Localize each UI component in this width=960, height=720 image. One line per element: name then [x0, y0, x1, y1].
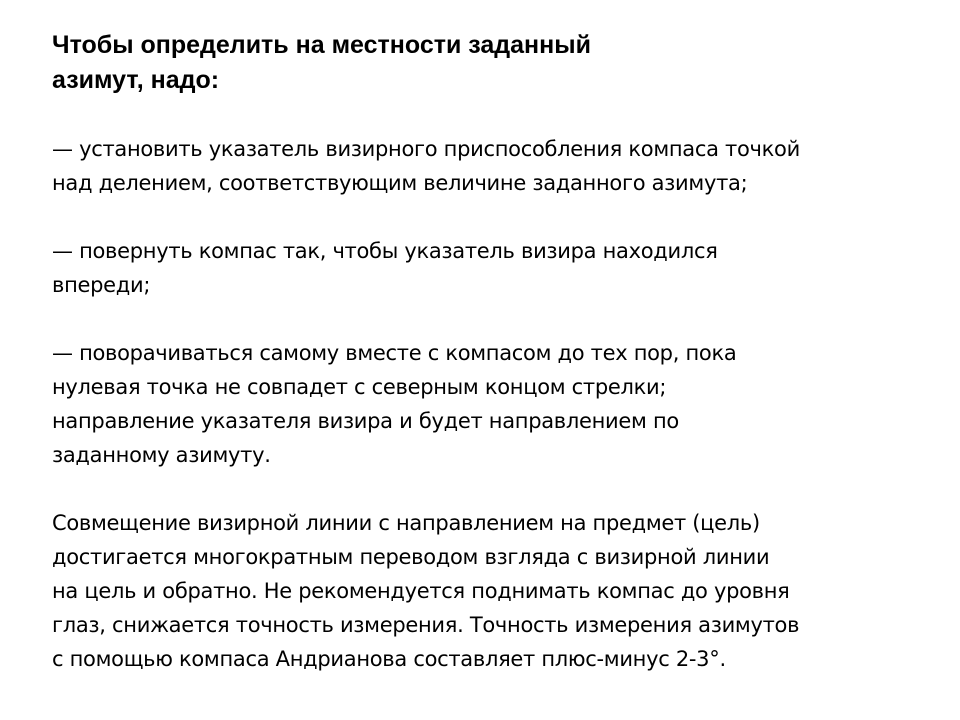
step-turn-with-compass — [52, 336, 932, 472]
note-paragraph — [52, 506, 932, 676]
text-line: — установить указатель визирного приспособления компаса точкой — [52, 137, 800, 161]
step-set-pointer — [52, 132, 932, 200]
title-line-2: азимут, надо: — [52, 66, 220, 94]
text-line: заданному азимуту. — [52, 443, 271, 467]
text-line: на цель и обратно. Не рекомендуется поднимать компас до уровня — [52, 579, 790, 603]
text-line: — повернуть компас так, чтобы указатель визира находился — [52, 239, 718, 263]
text-line: глаз, снижается точность измерения. Точность измерения азимутов — [52, 613, 800, 637]
text-line: направление указателя визира и будет направлением по — [52, 409, 679, 433]
step-rotate-compass — [52, 234, 932, 302]
text-line: впереди; — [52, 273, 151, 297]
text-line: нулевая точка не совпадет с северным концом стрелки; — [52, 375, 667, 399]
slide-body — [52, 132, 932, 676]
text-line: Совмещение визирной линии с направлением на предмет (цель) — [52, 511, 760, 535]
text-line: с помощью компаса Андрианова составляет плюс-минус 2-3°. — [52, 647, 726, 671]
slide-title — [52, 28, 912, 98]
text-line: над делением, соответствующим величине заданного азимута; — [52, 171, 748, 195]
text-line: — поворачиваться самому вместе с компасом до тех пор, пока — [52, 341, 737, 365]
title-line-1: Чтобы определить на местности заданный — [52, 31, 591, 59]
text-line: достигается многократным переводом взгляда с визирной линии — [52, 545, 770, 569]
